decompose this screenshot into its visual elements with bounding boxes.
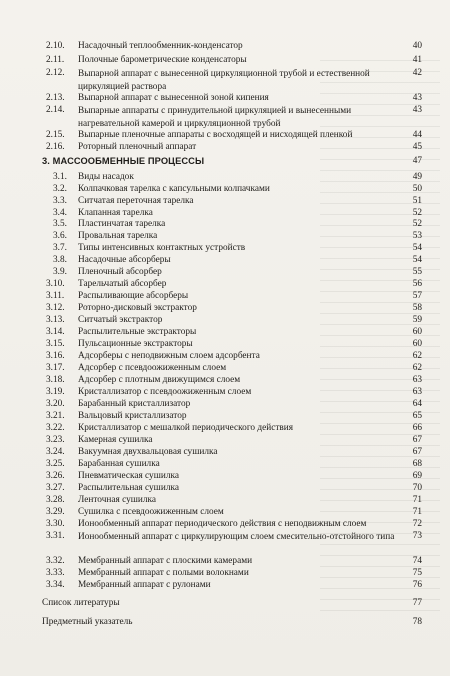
entry-title: Вакуумная двухвальцовая сушилка (78, 447, 218, 457)
entry-title: Мембранный аппарат с полыми волокнами (78, 568, 249, 578)
entry-title: Выпарные пленочные аппараты с восходящей и нисходящей пленкой (78, 130, 353, 140)
entry-page: 43 (412, 105, 422, 115)
entry-page: 75 (412, 568, 422, 578)
entry-title: Адсорбер с плотным движущимся слоем (78, 375, 241, 385)
entry-title: Клапанная тарелка (78, 208, 153, 218)
entry-number: 3.31. (46, 531, 65, 541)
entry-page: 71 (412, 507, 422, 517)
entry-number: 3.5. (53, 219, 67, 229)
entry-title: Пленочный абсорбер (78, 267, 162, 277)
entry-title: Адсорберы с неподвижным слоем адсорбента (78, 351, 260, 361)
entry-number: 3.34. (46, 580, 65, 590)
entry-number: 2.11. (46, 55, 65, 65)
entry-number: 3.21. (46, 411, 65, 421)
entry-number: 3.23. (46, 435, 65, 445)
entry-title: Список литературы (42, 598, 120, 608)
entry-title: Выпарной аппарат с вынесенной циркуляционной трубой и естественной циркуляцией раствора (78, 69, 370, 92)
entry-number: 2.14. (46, 105, 65, 115)
entry-number: 2.10. (46, 41, 65, 51)
entry-number: 3.4. (53, 208, 67, 218)
chapter-title (42, 156, 204, 167)
entry-title: Барабанный кристаллизатор (78, 399, 191, 409)
entry-number: 3.8. (53, 255, 67, 265)
entry-title: Распылительная сушилка (78, 483, 179, 493)
entry-number: 3.7. (53, 243, 67, 253)
entry-number: 3.18. (46, 375, 65, 385)
entry-title: Распыливающие абсорберы (78, 291, 189, 301)
entry-number: 3.24. (46, 447, 65, 457)
entry-title: Полочные барометрические конденсаторы (78, 55, 247, 65)
entry-title: Адсорбер с псевдоожиженным слоем (78, 363, 227, 373)
entry-number: 3.20. (46, 399, 65, 409)
entry-page: 54 (412, 255, 422, 265)
entry-page: 74 (412, 556, 422, 566)
entry-title: Кристаллизатор с мешалкой периодического действия (78, 423, 294, 433)
entry-title: Ионообменный аппарат периодического действия с неподвижным слоем (78, 519, 367, 529)
entry-number: 3.2. (53, 184, 67, 194)
entry-title: Мембранный аппарат с рулонами (78, 580, 211, 590)
entry-page: 56 (412, 279, 422, 289)
entry-page: 76 (412, 580, 422, 590)
entry-number: 3.25. (46, 459, 65, 469)
entry-page: 66 (412, 423, 422, 433)
entry-page: 62 (412, 363, 422, 373)
entry-title: Насадочный теплообменник-конденсатор (78, 41, 243, 51)
entry-page: 52 (412, 208, 422, 218)
entry-title: Выпарные аппараты с принудительной циркуляцией и вынесенными нагревательной камерой и циркуляционной трубой (78, 106, 352, 129)
entry-page: 57 (412, 291, 422, 301)
entry-page: 50 (412, 184, 422, 194)
entry-page: 63 (412, 375, 422, 385)
chapter-number: 3. (42, 156, 50, 166)
entry-page: 49 (412, 172, 422, 182)
entry-title: Ситчатый экстрактор (78, 315, 163, 325)
entry-title: Ионообменный аппарат с циркулирующим слоем смесительно-отстойного типа (78, 532, 395, 542)
entry-title: Роторный пленочный аппарат (78, 142, 197, 152)
entry-page: 60 (412, 339, 422, 349)
entry-page: 71 (412, 495, 422, 505)
entry-page: 63 (412, 387, 422, 397)
entry-title: Пульсационные экстракторы (78, 339, 193, 349)
entry-page: 47 (412, 156, 422, 166)
entry-page: 73 (412, 531, 422, 541)
entry-page: 54 (412, 243, 422, 253)
entry-number: 3.6. (53, 231, 67, 241)
entry-page: 45 (412, 142, 422, 152)
entry-number: 3.1. (53, 172, 67, 182)
entry-page: 69 (412, 471, 422, 481)
entry-number: 3.26. (46, 471, 65, 481)
entry-title: Мембранный аппарат с плоскими камерами (78, 556, 253, 566)
entry-page: 65 (412, 411, 422, 421)
entry-title: Камерная сушилка (78, 435, 153, 445)
entry-page: 44 (412, 130, 422, 140)
entry-title: Роторно-дисковый экстрактор (78, 303, 197, 313)
entry-page: 64 (412, 399, 422, 409)
entry-title: Кристаллизатор с псевдоожиженным слоем (78, 387, 252, 397)
entry-number: 3.16. (46, 351, 65, 361)
entry-page: 43 (412, 93, 422, 103)
entry-number: 3.14. (46, 327, 65, 337)
entry-number: 3.11. (46, 291, 65, 301)
entry-title: Виды насадок (78, 172, 134, 182)
entry-number: 2.13. (46, 93, 65, 103)
chapter-name: МАССООБМЕННЫЕ ПРОЦЕССЫ (52, 156, 205, 166)
entry-number: 3.17. (46, 363, 65, 373)
entry-page: 67 (412, 435, 422, 445)
entry-page: 77 (412, 598, 422, 608)
entry-page: 70 (412, 483, 422, 493)
entry-number: 3.12. (46, 303, 65, 313)
entry-page: 51 (412, 196, 422, 206)
entry-page: 60 (412, 327, 422, 337)
entry-number: 3.22. (46, 423, 65, 433)
entry-title: Распылительные экстракторы (78, 327, 197, 337)
entry-page: 68 (412, 459, 422, 469)
entry-title: Ленточная сушилка (78, 495, 156, 505)
entry-number: 3.19. (46, 387, 65, 397)
entry-number: 2.16. (46, 142, 65, 152)
entry-number: 3.30. (46, 519, 65, 529)
entry-page: 40 (412, 41, 422, 51)
entry-page: 72 (412, 519, 422, 529)
entry-title: Ситчатая переточная тарелка (78, 196, 194, 206)
entry-title: Колпачковая тарелка с капсульными колпачками (78, 184, 270, 194)
entry-number: 3.27. (46, 483, 65, 493)
entry-number: 3.15. (46, 339, 65, 349)
entry-title: Провальная тарелка (78, 231, 158, 241)
entry-title: Барабанная сушилка (78, 459, 160, 469)
entry-number: 3.9. (53, 267, 67, 277)
entry-page: 41 (412, 55, 422, 65)
entry-number: 3.32. (46, 556, 65, 566)
entry-title: Тарельчатый абсорбер (78, 279, 167, 289)
entry-number: 3.28. (46, 495, 65, 505)
entry-number: 3.29. (46, 507, 65, 517)
entry-page: 53 (412, 231, 422, 241)
entry-number: 2.15. (46, 130, 65, 140)
entry-title: Предметный указатель (42, 617, 133, 627)
entry-title: Насадочные абсорберы (78, 255, 171, 265)
entry-title: Пластинчатая тарелка (78, 219, 166, 229)
entry-title: Типы интенсивных контактных устройств (78, 243, 246, 253)
entry-number: 2.12. (46, 68, 65, 78)
entry-title: Пневматическая сушилка (78, 471, 179, 481)
entry-title: Вальцовый кристаллизатор (78, 411, 187, 421)
entry-number: 3.13. (46, 315, 65, 325)
entry-page: 52 (412, 219, 422, 229)
entry-title: Сушилка с псевдоожиженным слоем (78, 507, 224, 517)
entry-number: 3.33. (46, 568, 65, 578)
entry-number: 3.3. (53, 196, 67, 206)
entry-page: 78 (412, 617, 422, 627)
entry-title: Выпарной аппарат с вынесенной зоной кипения (78, 93, 269, 103)
entry-page: 62 (412, 351, 422, 361)
entry-page: 55 (412, 267, 422, 277)
entry-number: 3.10. (46, 279, 65, 289)
entry-page: 67 (412, 447, 422, 457)
entry-page: 58 (412, 303, 422, 313)
entry-page: 59 (412, 315, 422, 325)
entry-page: 42 (412, 68, 422, 78)
